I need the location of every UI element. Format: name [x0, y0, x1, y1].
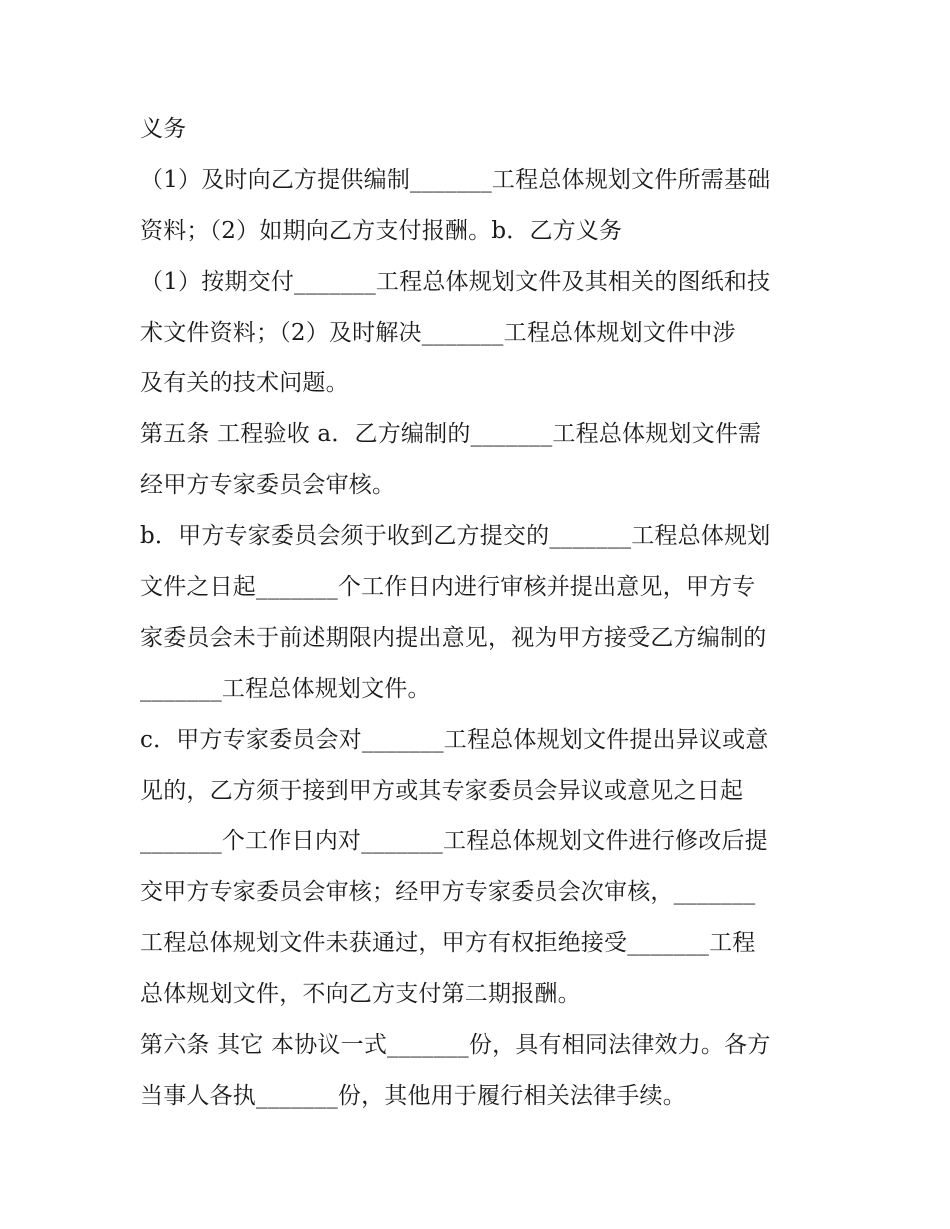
text-line: _______工程总体规划文件。: [140, 675, 431, 702]
text-line: 工程总体规划文件未获通过，甲方有权拒绝接受_______工程: [140, 930, 756, 957]
text-line: 及有关的技术问题。: [140, 370, 349, 397]
text-line: 文件之日起_______个工作日内进行审核并提出意见，甲方专: [140, 574, 756, 601]
contract-text: [140, 104, 820, 1122]
text-line: 第五条 工程验收 a．乙方编制的_______工程总体规划文件需: [140, 421, 762, 448]
text-line: 经甲方专家委员会审核。: [140, 472, 396, 499]
text-line: 资料；（2）如期向乙方支付报酬。b．乙方义务: [140, 217, 623, 244]
text-line: _______个工作日内对_______工程总体规划文件进行修改后提: [140, 828, 768, 855]
text-line: （1）按期交付_______工程总体规划文件及其相关的图纸和技: [140, 268, 771, 295]
text-line: 术文件资料；（2）及时解决_______工程总体规划文件中涉: [140, 319, 736, 346]
text-line: 交甲方专家委员会审核；经甲方专家委员会次审核，_______: [140, 879, 756, 906]
text-line: b．甲方专家委员会须于收到乙方提交的_______工程总体规划: [140, 523, 771, 550]
text-line: c．甲方专家委员会对_______工程总体规划文件提出异议或意: [140, 726, 769, 753]
text-line: 第六条 其它 本协议一式_______份，具有相同法律效力。各方: [140, 1032, 771, 1059]
text-line: 义务: [140, 116, 187, 142]
text-line: 当事人各执_______份，其他用于履行相关法律手续。: [140, 1082, 686, 1109]
text-line: 家委员会未于前述期限内提出意见，视为甲方接受乙方编制的: [140, 624, 767, 651]
text-line: （1）及时向乙方提供编制_______工程总体规划文件所需基础: [140, 166, 771, 193]
text-line: 见的，乙方须于接到甲方或其专家委员会异议或意见之日起: [140, 777, 744, 804]
text-line: 总体规划文件，不向乙方支付第二期报酬。: [140, 981, 581, 1008]
